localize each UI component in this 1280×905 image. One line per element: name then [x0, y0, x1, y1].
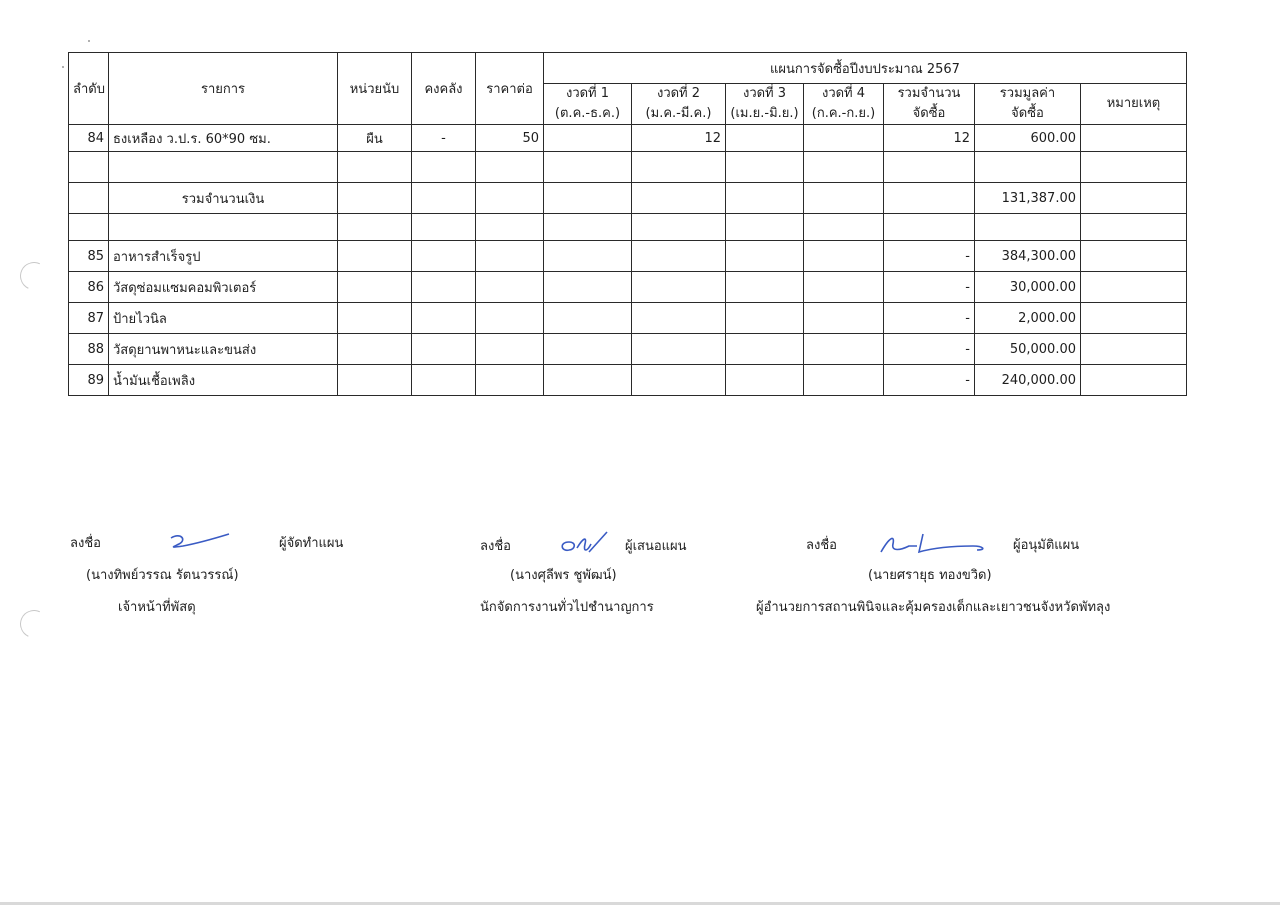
cell-no: 84 [69, 125, 109, 152]
cell-no: 85 [69, 241, 109, 272]
header-unit: หน่วยนับ [338, 53, 412, 125]
subtotal-label: รวมจำนวนเงิน [109, 183, 338, 214]
header-period-4: งวดที่ 4 (ก.ค.-ก.ย.) [804, 84, 884, 125]
cell-price: 50 [476, 125, 544, 152]
table-row [69, 334, 1187, 365]
cell-item: วัสดุซ่อมแซมคอมพิวเตอร์ [109, 272, 338, 303]
preparer-sign-line [70, 530, 343, 554]
proposer-name: (นางศุลีพร ชูพัฒน์) [510, 568, 617, 583]
cell-total-qty: - [884, 365, 975, 396]
preparer-position: เจ้าหน้าที่พัสดุ [118, 600, 196, 615]
cell-total-value: 600.00 [975, 125, 1081, 152]
cell-item: ป้ายไวนิล [109, 303, 338, 334]
blank-row [69, 214, 1187, 241]
cell-total-qty: - [884, 303, 975, 334]
approver-position: ผู้อำนวยการสถานพินิจและคุ้มครองเด็กและเยาวชนจังหวัดพัทลุง [756, 600, 1111, 615]
cell-no: 89 [69, 365, 109, 396]
cell-no: 86 [69, 272, 109, 303]
cell-total-qty: - [884, 334, 975, 365]
preparer-signature [121, 530, 271, 554]
sign-label: ลงชื่อ [806, 537, 837, 553]
cell-remark [1081, 125, 1187, 152]
cell-total-value: 2,000.00 [975, 303, 1081, 334]
speck [88, 40, 90, 42]
cell-item: อาหารสำเร็จรูป [109, 241, 338, 272]
procurement-plan-table [68, 52, 1187, 396]
header-item: รายการ [109, 53, 338, 125]
header-stock: คงคลัง [412, 53, 476, 125]
cell-total-value: 50,000.00 [975, 334, 1081, 365]
cell-period-1 [544, 125, 632, 152]
proposer-role: ผู้เสนอแผน [624, 538, 687, 554]
cell-total-value: 30,000.00 [975, 272, 1081, 303]
approver-signature [853, 530, 1013, 558]
cell-stock: - [412, 125, 476, 152]
approver-sign-line [806, 530, 1079, 558]
proposer-sign-line [480, 530, 687, 560]
sign-label: ลงชื่อ [480, 538, 511, 554]
header-total-qty: รวมจำนวน จัดซื้อ [884, 84, 975, 125]
cell-total-qty: 12 [884, 125, 975, 152]
cell-item: ธงเหลือง ว.ป.ร. 60*90 ซม. [109, 125, 338, 152]
table-row [69, 272, 1187, 303]
proposer-signature [525, 530, 625, 560]
header-total-value: รวมมูลค่า จัดซื้อ [975, 84, 1081, 125]
cell-no: 87 [69, 303, 109, 334]
approver-role: ผู้อนุมัติแผน [1012, 537, 1080, 553]
punch-hole-mark [16, 606, 52, 642]
header-price: ราคาต่อ [476, 53, 544, 125]
table-row [69, 125, 1187, 152]
approver-name: (นายศรายุธ ทองขวิด) [868, 568, 992, 583]
cell-period-4 [804, 125, 884, 152]
header-period-2: งวดที่ 2 (ม.ค.-มี.ค.) [632, 84, 726, 125]
header-period-1: งวดที่ 1 (ต.ค.-ธ.ค.) [544, 84, 632, 125]
speck [62, 66, 64, 68]
header-no: ลำดับ [69, 53, 109, 125]
cell-unit: ผืน [338, 125, 412, 152]
preparer-name: (นางทิพย์วรรณ รัตนวรรณ์) [86, 568, 239, 583]
cell-total-qty: - [884, 272, 975, 303]
cell-no: 88 [69, 334, 109, 365]
cell-total-qty: - [884, 241, 975, 272]
proposer-position: นักจัดการงานทั่วไปชำนาญการ [480, 600, 654, 615]
punch-hole-mark [16, 258, 52, 294]
header-remark: หมายเหตุ [1081, 84, 1187, 125]
header-period-3: งวดที่ 3 (เม.ย.-มิ.ย.) [726, 84, 804, 125]
cell-period-2: 12 [632, 125, 726, 152]
cell-total-value: 384,300.00 [975, 241, 1081, 272]
header-plan-title: แผนการจัดซื้อปีงบประมาณ 2567 [544, 53, 1187, 84]
subtotal-value: 131,387.00 [975, 183, 1081, 214]
blank-row [69, 152, 1187, 183]
sign-label: ลงชื่อ [70, 535, 101, 551]
cell-item: น้ำมันเชื้อเพลิง [109, 365, 338, 396]
table-row [69, 241, 1187, 272]
preparer-role: ผู้จัดทำแผน [278, 535, 344, 551]
cell-item: วัสดุยานพาหนะและขนส่ง [109, 334, 338, 365]
cell-period-3 [726, 125, 804, 152]
table-row [69, 365, 1187, 396]
subtotal-row [69, 183, 1187, 214]
cell-total-value: 240,000.00 [975, 365, 1081, 396]
table-row [69, 303, 1187, 334]
header-row-1 [69, 53, 1187, 84]
